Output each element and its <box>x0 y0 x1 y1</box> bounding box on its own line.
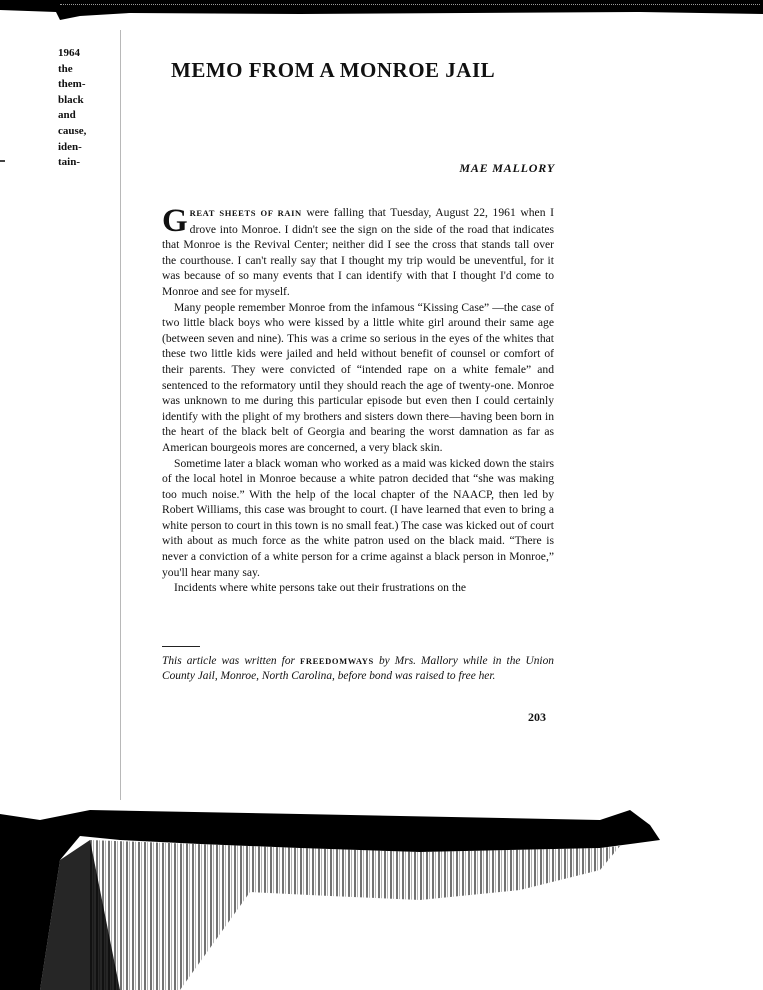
facing-page-fragment <box>58 46 98 171</box>
paragraph <box>162 205 554 300</box>
paragraph: Sometime later a black woman who worked as a maid was kicked down the stairs of the local hotel in Monroe because a white patron decided that “she was making too much noise.” With the help of the local chapter of the NAACP, then led by Robert Williams, this case was brought to court. (I have learned that even to bring a white person to court in this town is no small feat.) The case was kicked out of court with about as much force as the white patron used on the black maid. “There is never a conviction of a white person for a crime against a black person in Monroe,” you'll hear many say. <box>162 456 554 579</box>
paragraph-text: were falling that Tuesday, August 22, 1961 when I drove into Monroe. I didn't see the sign on the side of the road that indicates that Monroe is the Revival Center; neither did I see the cross that stands tall over the courthouse. I can't really say that I thought my trip would be uneventful, for it was because of so many events that I can identify with that I thought I'd come to Monroe and see for myself. <box>162 206 554 298</box>
lead-in-smallcaps: REAT SHEETS OF RAIN <box>189 208 302 218</box>
footnote-text: by Mrs. Mallory while in the Union County Jail, Monroe, North Carolina, before bond was raised to free her. <box>162 655 554 683</box>
fragment-line: cause, <box>58 124 87 137</box>
article-author: MAE MALLORY <box>459 161 555 175</box>
margin-mark <box>0 160 5 162</box>
drop-cap: G <box>162 203 188 239</box>
scan-top-edge <box>0 0 763 20</box>
footnote-text: This article was written for <box>162 655 301 667</box>
footnote-rule <box>162 646 200 647</box>
fragment-line: tain- <box>58 156 80 169</box>
magazine-name: FREEDOMWAYS <box>300 656 374 666</box>
fragment-line: black <box>58 93 84 106</box>
article-title: MEMO FROM A MONROE JAIL <box>171 58 496 82</box>
gutter-line <box>120 30 121 800</box>
fragment-line: iden- <box>58 140 82 153</box>
page-number: 203 <box>528 710 546 724</box>
fragment-line: them- <box>58 78 86 91</box>
fragment-line: and <box>58 109 76 122</box>
footnote <box>162 654 554 684</box>
paragraph: Many people remember Monroe from the infamous “Kissing Case” —the case of two little black boys who were kissed by a little white girl around their same age (between seven and nine). This was a crime so serious in the eyes of the whites that these two little kids were jailed and held without benefit of counsel or comfort of their parents. They were convicted of “intended rape on a white female” and sentenced to the reformatory until they should reach the age of twenty-one. Monroe was unknown to me during this particular episode but even then I could certainly identify with the plight of my brothers and sisters down there—having been born in the heart of the black belt of Georgia and bearing the worst damnation as far as American bourgeois mores are concerned, a very black skin. <box>162 300 554 454</box>
fragment-line: the <box>58 62 73 75</box>
article-body <box>162 205 554 596</box>
scan-edge-shadow <box>0 800 763 990</box>
scan-dotted-edge <box>60 4 760 5</box>
fragment-line: 1964 <box>58 47 80 59</box>
paragraph: Incidents where white persons take out their frustrations on the <box>174 581 467 595</box>
